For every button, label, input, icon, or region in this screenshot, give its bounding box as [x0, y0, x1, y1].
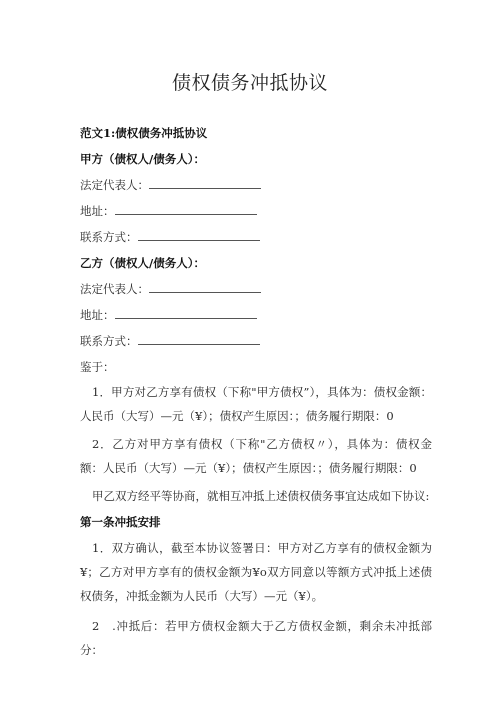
party-b-contact-blank — [138, 333, 260, 345]
party-b-address-label: 地址： — [80, 308, 115, 322]
party-b-heading: 乙方（债权人/债务人）： — [80, 256, 205, 270]
agreement-intro: 甲乙双方经平等协商，就相互冲抵上述债权债务事宜达成如下协议: — [92, 489, 430, 503]
party-a-contact-row — [80, 229, 260, 245]
party-a-rep-label: 法定代表人： — [80, 178, 149, 192]
party-a-rep-blank — [149, 177, 261, 189]
clause-1: 1．甲方对乙方享有债权（下称"甲方债权”），具体为：债权金额：人民币（大写）—元（¥）；债权产生原因：；债务履行期限：0 — [80, 385, 432, 423]
article-1-item-2: 2 .冲抵后：若甲方债权金额大于乙方债权金额，剩余未冲抵部分： — [80, 619, 432, 657]
party-a-rep-row — [80, 177, 261, 193]
clause-2: 2．乙方对甲方享有债权（下称"乙方债权〃），具体为：债权金额：人民币（大写）—元（¥）；债权产生原因：；债务履行期限：0 — [80, 437, 432, 475]
party-b-rep-blank — [149, 281, 261, 293]
document-title: 债权债务冲抵协议 — [171, 72, 328, 94]
article-1-heading: 第一条冲抵安排 — [80, 515, 161, 529]
article-1-item-1: 1．双方确认，截至本协议签署日：甲方对乙方享有的债权金额为¥；乙方对甲方享有的债权金额为¥o双方同意以等额方式冲抵上述债权债务，冲抵金额为人民币（大写）—元（¥）。 — [80, 541, 432, 603]
template-heading: 范文1:债权债务冲抵协议 — [80, 126, 208, 140]
party-a-address-label: 地址： — [80, 204, 115, 218]
party-b-rep-row — [80, 281, 261, 297]
party-b-rep-label: 法定代表人： — [80, 282, 149, 296]
party-a-address-blank — [115, 203, 257, 215]
party-a-contact-blank — [138, 229, 260, 241]
whereas-label: 鉴于： — [80, 360, 115, 374]
party-b-address-row — [80, 307, 257, 323]
party-b-contact-label: 联系方式： — [80, 334, 138, 348]
party-a-address-row — [80, 203, 257, 219]
party-a-contact-label: 联系方式： — [80, 230, 138, 244]
party-b-address-blank — [115, 307, 257, 319]
party-a-heading: 甲方（债权人/债务人）： — [80, 152, 205, 166]
party-b-contact-row — [80, 333, 260, 349]
